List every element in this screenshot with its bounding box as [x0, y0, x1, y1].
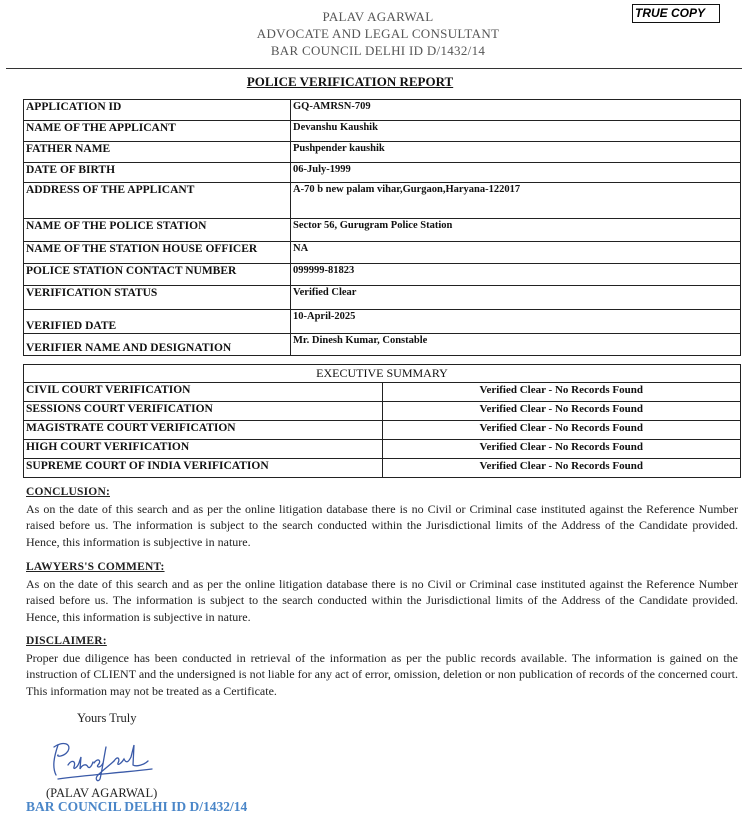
- report-title-text: POLICE VERIFICATION REPORT: [246, 74, 454, 89]
- summary-value: Verified Clear - No Records Found: [382, 383, 741, 402]
- true-copy-stamp: TRUE COPY: [632, 4, 720, 23]
- handwritten-signature: [48, 735, 158, 785]
- detail-value: Sector 56, Gurugram Police Station: [291, 219, 741, 242]
- header-divider: [6, 68, 742, 69]
- table-row: [24, 440, 741, 459]
- detail-value: 10-April-2025: [291, 310, 741, 334]
- detail-value: Mr. Dinesh Kumar, Constable: [291, 334, 741, 356]
- summary-value: Verified Clear - No Records Found: [382, 402, 741, 421]
- summary-value: Verified Clear - No Records Found: [382, 459, 741, 478]
- table-row: [24, 264, 741, 286]
- details-table: [23, 99, 741, 356]
- summary-key: HIGH COURT VERIFICATION: [24, 440, 383, 459]
- detail-key: NAME OF THE POLICE STATION: [24, 219, 291, 242]
- table-row: [24, 459, 741, 478]
- executive-summary-table: [23, 364, 741, 478]
- advocate-designation: ADVOCATE AND LEGAL CONSULTANT: [256, 26, 500, 41]
- disclaimer-heading: DISCLAIMER:: [26, 635, 107, 647]
- table-row: [24, 163, 741, 183]
- detail-key: POLICE STATION CONTACT NUMBER: [24, 264, 291, 286]
- detail-value: Devanshu Kaushik: [291, 121, 741, 142]
- detail-value: GQ-AMRSN-709: [291, 100, 741, 121]
- detail-key: DATE OF BIRTH: [24, 163, 291, 183]
- detail-key: VERIFIER NAME AND DESIGNATION: [24, 334, 291, 356]
- report-title: [0, 74, 700, 90]
- detail-value: Pushpender kaushik: [291, 142, 741, 163]
- lawyers-comment-text: As on the date of this search and as per the online litigation database there is no Civil or Criminal case instituted against the Reference Number raised before us. The information is subject to the search conducted within the Jurisdictional limits of the Address of the Candidate provided. Hence, this information is subjective in nature.: [26, 576, 738, 624]
- table-row: [24, 310, 741, 334]
- table-row: [24, 100, 741, 121]
- lawyers-comment-section: [26, 559, 738, 625]
- detail-key: NAME OF THE STATION HOUSE OFFICER: [24, 242, 291, 264]
- summary-heading: EXECUTIVE SUMMARY: [24, 365, 741, 383]
- detail-key: VERIFICATION STATUS: [24, 286, 291, 310]
- table-row: [24, 121, 741, 142]
- detail-key: APPLICATION ID: [24, 100, 291, 121]
- detail-value: 06-July-1999: [291, 163, 741, 183]
- summary-header-row: [24, 365, 741, 383]
- disclaimer-section: [26, 633, 738, 699]
- table-row: [24, 402, 741, 421]
- table-row: [24, 183, 741, 219]
- summary-key: SESSIONS COURT VERIFICATION: [24, 402, 383, 421]
- conclusion-heading: CONCLUSION:: [26, 486, 110, 498]
- detail-key: ADDRESS OF THE APPLICANT: [24, 183, 291, 219]
- signatory-bar-id: BAR COUNCIL DELHI ID D/1432/14: [26, 799, 248, 814]
- detail-key: FATHER NAME: [24, 142, 291, 163]
- detail-key: VERIFIED DATE: [24, 310, 291, 334]
- disclaimer-text: Proper due diligence has been conducted in retrieval of the information as per the public records available. The information is gained on the instruction of CLIENT and the undersigned is not liable for any act of error, omission, deletion or non publication of records of the concerned court. This information may not be treated as a Certificate.: [26, 650, 738, 698]
- conclusion-section: [26, 484, 738, 550]
- signatory-name: (PALAV AGARWAL): [46, 786, 158, 800]
- table-row: [24, 334, 741, 356]
- summary-key: CIVIL COURT VERIFICATION: [24, 383, 383, 402]
- detail-value: A-70 b new palam vihar,Gurgaon,Haryana-122017: [291, 183, 741, 219]
- closing-salutation: Yours Truly: [77, 711, 137, 725]
- bar-council-id: BAR COUNCIL DELHI ID D/1432/14: [270, 43, 486, 58]
- lawyers-comment-heading: LAWYERS'S COMMENT:: [26, 561, 165, 573]
- detail-key: NAME OF THE APPLICANT: [24, 121, 291, 142]
- advocate-name: PALAV AGARWAL: [322, 9, 434, 24]
- table-row: [24, 242, 741, 264]
- table-row: [24, 142, 741, 163]
- summary-key: MAGISTRATE COURT VERIFICATION: [24, 421, 383, 440]
- summary-value: Verified Clear - No Records Found: [382, 440, 741, 459]
- conclusion-text: As on the date of this search and as per the online litigation database there is no Civil or Criminal case instituted against the Reference Number raised before us. The information is subject to the search conducted within the Jurisdictional limits of the Address of the Candidate provided. Hence, this information is subjective in nature.: [26, 501, 738, 549]
- detail-value: Verified Clear: [291, 286, 741, 310]
- table-row: [24, 421, 741, 440]
- detail-value: 099999-81823: [291, 264, 741, 286]
- summary-key: SUPREME COURT OF INDIA VERIFICATION: [24, 459, 383, 478]
- table-row: [24, 383, 741, 402]
- table-row: [24, 286, 741, 310]
- table-row: [24, 219, 741, 242]
- summary-value: Verified Clear - No Records Found: [382, 421, 741, 440]
- detail-value: NA: [291, 242, 741, 264]
